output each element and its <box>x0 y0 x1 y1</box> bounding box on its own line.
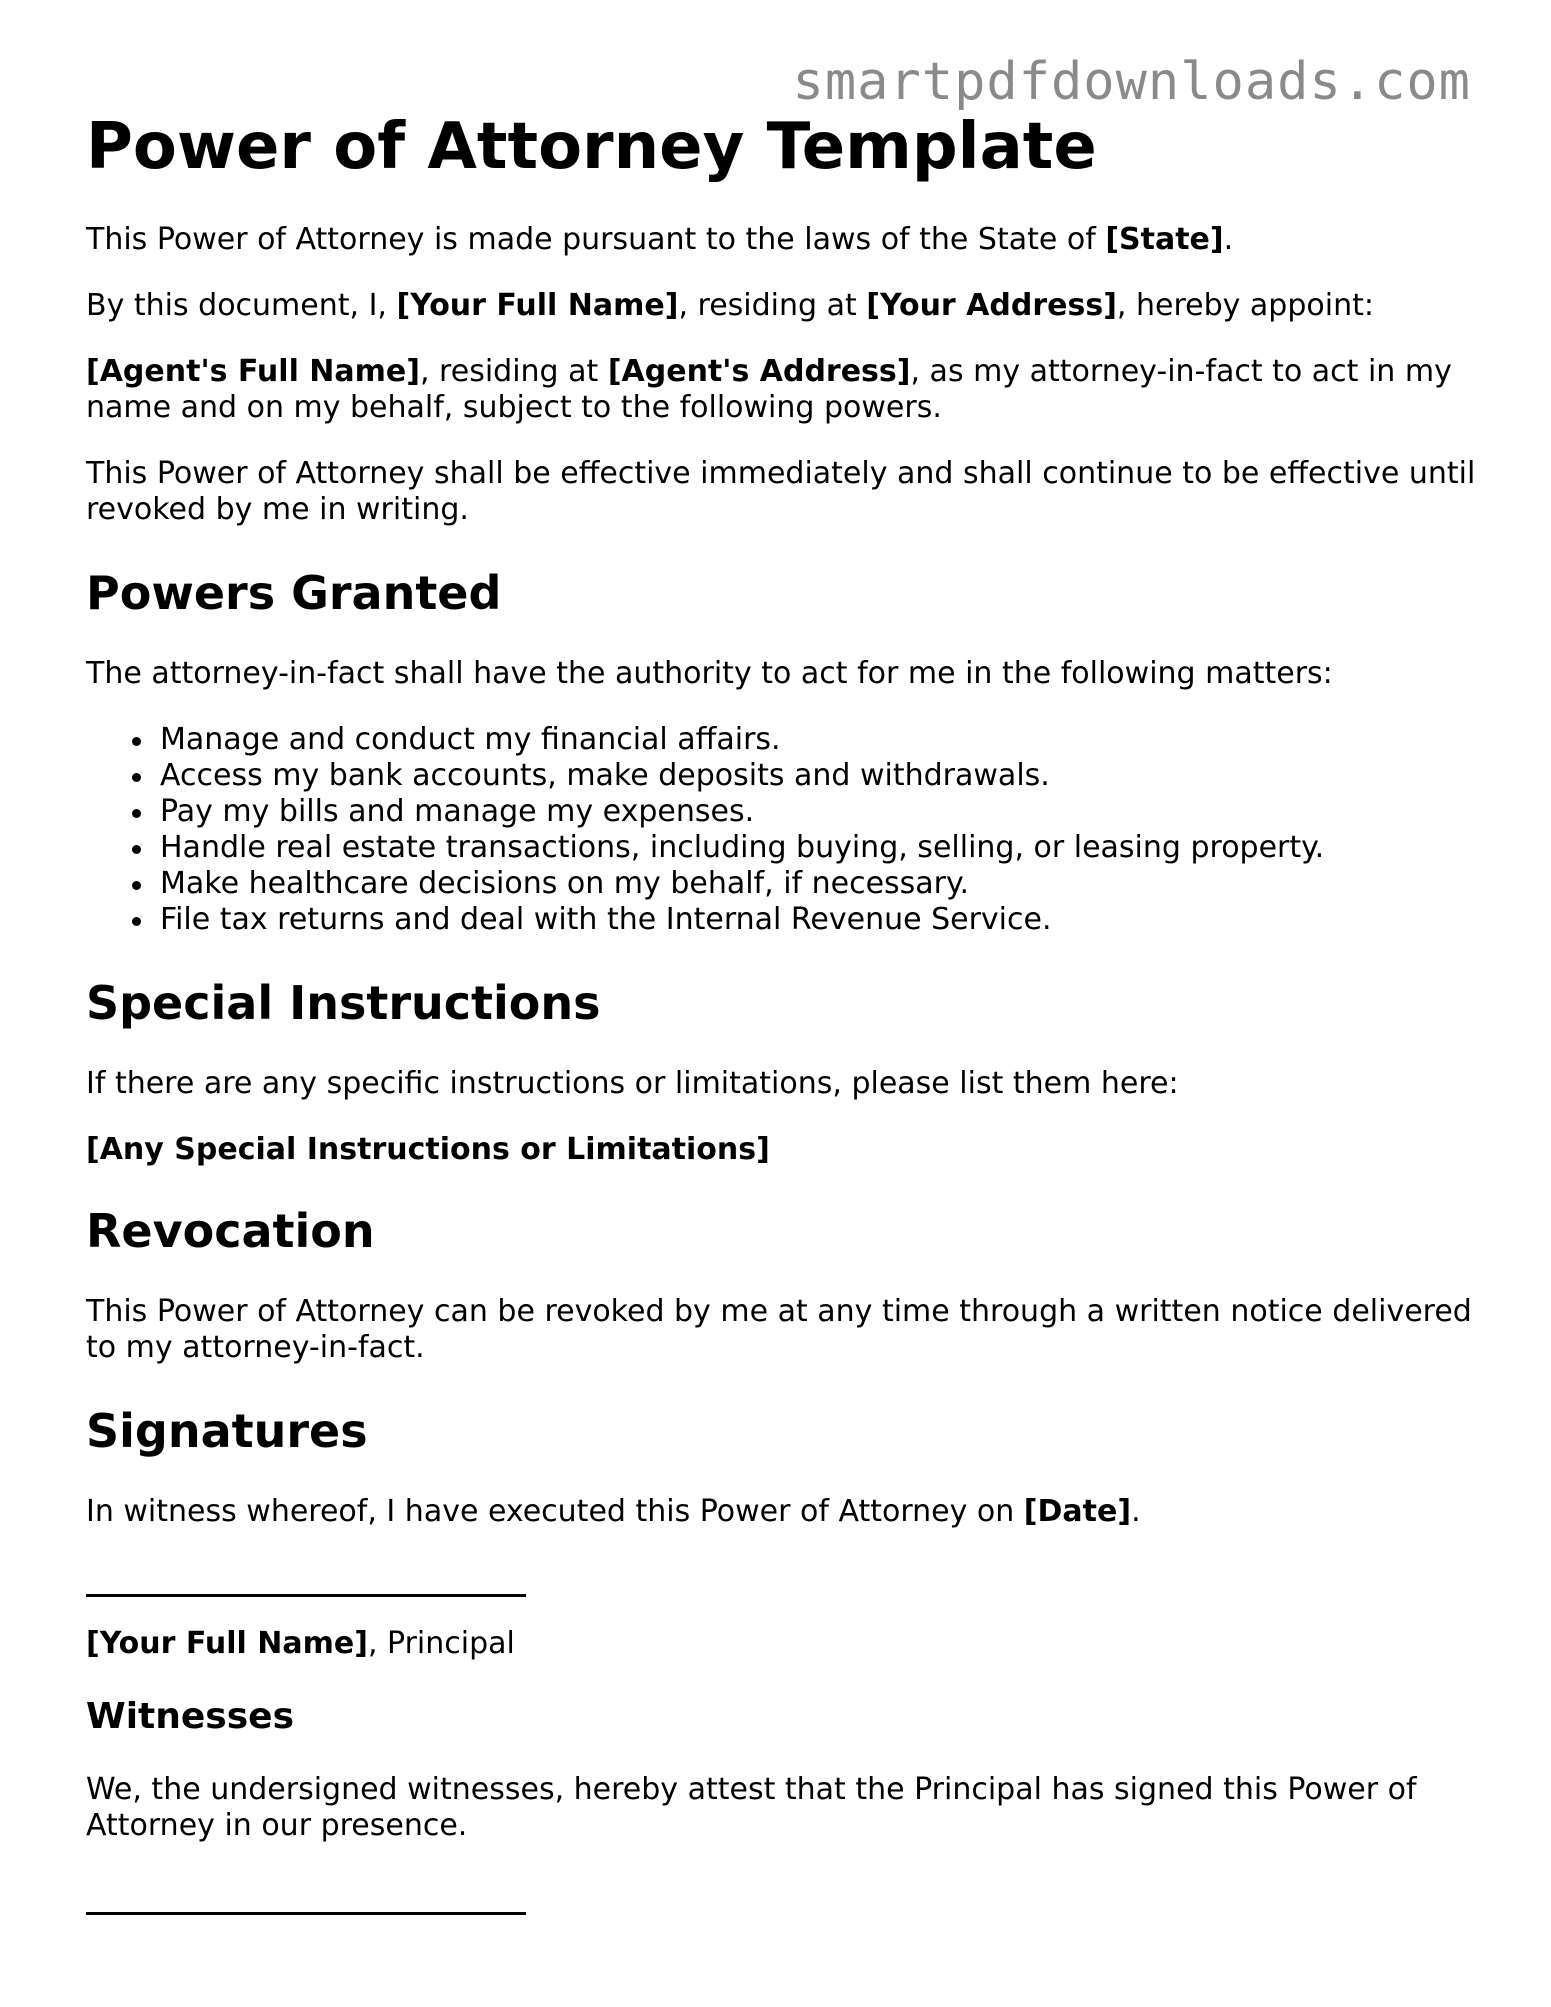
list-item: Make healthcare decisions on my behalf, if necessary. <box>86 866 1486 902</box>
watermark-text: smartpdfdownloads.com <box>792 52 1471 112</box>
principal-signature-label: [Your Full Name], Principal <box>86 1626 515 1661</box>
witnesses-text: We, the undersigned witnesses, hereby attest that the Principal has signed this Power of Attorney in our presence. <box>86 1772 1417 1843</box>
principal-signature-line <box>86 1594 526 1597</box>
list-item: Pay my bills and manage my expenses. <box>86 794 1486 830</box>
signatures-heading: Signatures <box>86 1404 368 1458</box>
list-item: Manage and conduct my financial affairs. <box>86 722 1486 758</box>
list-item: File tax returns and deal with the Internal Revenue Service. <box>86 902 1486 938</box>
intro-agent-paragraph: [Agent's Full Name], residing at [Agent's Address], as my attorney-in-fact to act in my name and on my behalf, subject to the following powers. <box>86 354 1452 425</box>
special-instructions-placeholder: [Any Special Instructions or Limitations] <box>86 1132 770 1167</box>
agent-name-placeholder: [Agent's Full Name] <box>86 354 420 389</box>
witness-signature-line <box>86 1912 526 1915</box>
agent-address-placeholder: [Agent's Address] <box>607 354 911 389</box>
special-instructions-heading: Special Instructions <box>86 976 601 1030</box>
page-title: Power of Attorney Template <box>86 110 1097 184</box>
list-item: Access my bank accounts, make deposits and withdrawals. <box>86 758 1486 794</box>
list-item: Handle real estate transactions, including buying, selling, or leasing property. <box>86 830 1486 866</box>
powers-lead-text: The attorney-in-fact shall have the authority to act for me in the following matters: <box>86 656 1333 691</box>
witnesses-heading: Witnesses <box>86 1696 295 1737</box>
intro-state-paragraph: This Power of Attorney is made pursuant to the laws of the State of [State]. <box>86 222 1234 257</box>
witness-date-paragraph: In witness whereof, I have executed this Power of Attorney on [Date]. <box>86 1494 1141 1529</box>
principal-address-placeholder: [Your Address] <box>866 288 1117 323</box>
state-placeholder: [State] <box>1105 222 1224 257</box>
principal-name-placeholder: [Your Full Name] <box>396 288 679 323</box>
date-placeholder: [Date] <box>1023 1494 1132 1529</box>
intro-principal-paragraph: By this document, I, [Your Full Name], residing at [Your Address], hereby appoint: <box>86 288 1374 323</box>
powers-granted-heading: Powers Granted <box>86 566 502 620</box>
powers-list <box>86 722 1486 938</box>
principal-name-placeholder: [Your Full Name] <box>86 1626 368 1661</box>
revocation-heading: Revocation <box>86 1204 375 1258</box>
effective-paragraph: This Power of Attorney shall be effective immediately and shall continue to be effective until revoked by me in writing. <box>86 456 1476 527</box>
special-lead-text: If there are any specific instructions or limitations, please list them here: <box>86 1066 1179 1101</box>
revocation-text: This Power of Attorney can be revoked by me at any time through a written notice delivered to my attorney-in-fact. <box>86 1294 1472 1365</box>
